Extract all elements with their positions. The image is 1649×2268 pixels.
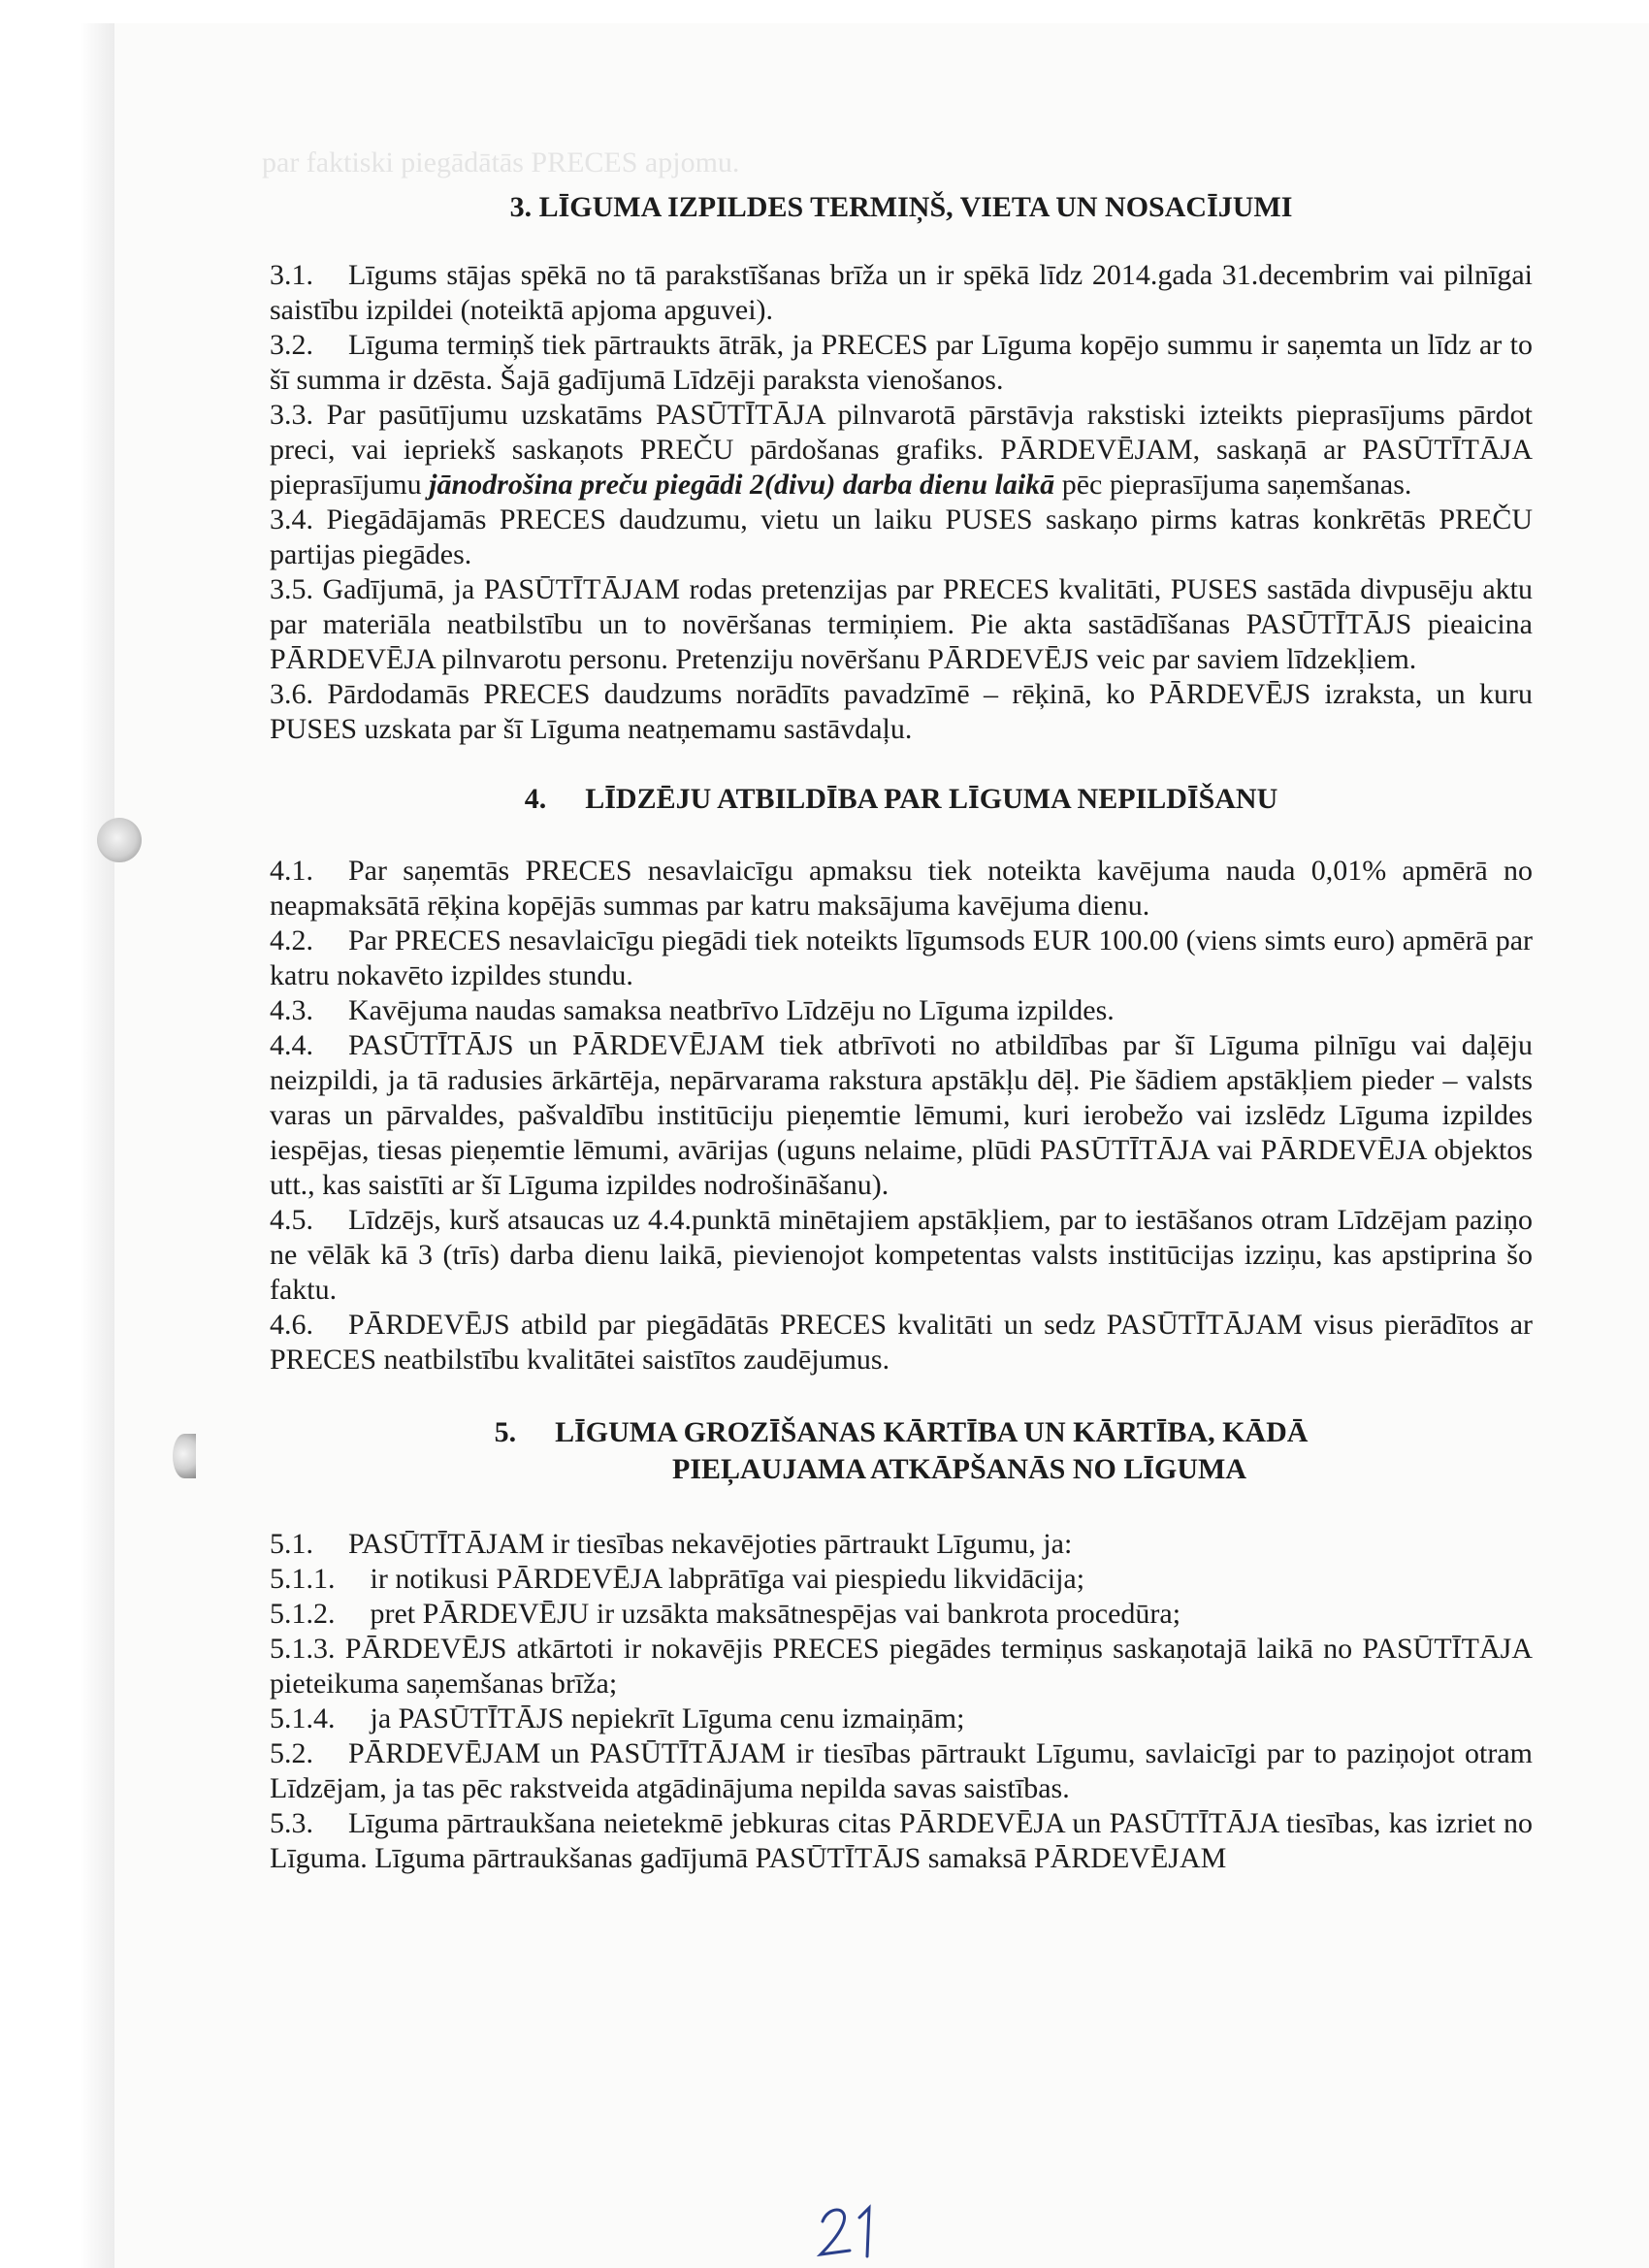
- scan-top-margin: [0, 0, 1649, 23]
- section-title: LĪDZĒJU ATBILDĪBA PAR LĪGUMA NEPILDĪŠANU: [585, 783, 1278, 815]
- clause-number: 4.4.: [270, 1029, 313, 1061]
- clause-number: 5.1.: [270, 1528, 313, 1560]
- clause-number: 5.1.2.: [270, 1598, 336, 1630]
- clause-number: 3.4.: [270, 503, 313, 535]
- clause-text: PASŪTĪTĀJAM ir tiesības nekavējoties pārtraukt Līgumu, ja:: [348, 1528, 1073, 1560]
- clause-text: pret PĀRDEVĒJU ir uzsākta maksātnespējas vai bankrota procedūra;: [370, 1598, 1181, 1630]
- section-number: 4.: [524, 783, 547, 815]
- clause-5-1: [270, 1527, 1533, 1562]
- clause-5-1-4: [270, 1701, 1533, 1736]
- clause-text: PĀRDEVĒJS atkārtoti ir nokavējis PRECES piegādes termiņus saskaņotajā laikā no PASŪTĪTĀJA pieteikuma saņemšanas brīža;: [270, 1633, 1533, 1700]
- section-3-heading: 3. LĪGUMA IZPILDES TERMIŅŠ, VIETA UN NOSACĪJUMI: [509, 191, 1293, 223]
- clause-5-2: [270, 1736, 1533, 1806]
- clause-text: Par pasūtījumu uzskatāms PASŪTĪTĀJA pilnvarotā pārstāvja rakstiski izteikts pieprasījums pārdot preci, vai iepriekš saskaņots PREČU pārdošanas grafiks. PĀRDEVĒJAM, saskaņā ar PASŪTĪTĀJA pieprasījumu: [270, 399, 1534, 501]
- clause-number: 4.1.: [270, 855, 313, 887]
- clause-text: Gadījumā, ja PASŪTĪTĀJAM rodas pretenzijas par PRECES kvalitāti, PUSES sastāda divpusēju aktu par materiāla neatbilstību un to novēršanas termiņiem. Pie akta sastādīšanas PASŪTĪTĀJS pieaicina PĀRDEVĒJA pilnvarotu personu. Pretenziju novēršanu PĀRDEVĒJS veic par saviem līdzekļiem.: [270, 573, 1534, 675]
- clause-number: 4.5.: [270, 1204, 313, 1236]
- clause-text: Līgums stājas spēkā no tā parakstīšanas brīža un ir spēkā līdz 2014.gada 31.decembrim vai pilnīgai saistību izpildei (noteiktā apjoma apguvei).: [270, 259, 1533, 326]
- clause-4-3: [270, 993, 1533, 1028]
- clause-text: Kavējuma naudas samaksa neatbrīvo Līdzēju no Līguma izpildes.: [348, 994, 1115, 1026]
- clause-5-1-1: [270, 1562, 1533, 1597]
- clause-5-1-3: [270, 1632, 1533, 1701]
- punch-hole-icon: [173, 1434, 196, 1478]
- clause-4-5: [270, 1203, 1533, 1308]
- section-number: 5.: [494, 1416, 517, 1448]
- clause-text: Par saņemtās PRECES nesavlaicīgu apmaksu tiek noteikta kavējuma nauda 0,01% apmērā no neapmaksātā rēķina kopējās summas par katru maksājuma kavējuma dienu.: [270, 855, 1533, 922]
- clause-text: ir notikusi PĀRDEVĒJA labprātīga vai piespiedu likvidācija;: [370, 1563, 1085, 1595]
- clause-text: Pārdodamās PRECES daudzums norādīts pavadzīmē – rēķinā, ko PĀRDEVĒJS izraksta, un kuru PUSES uzskata par šī Līguma neatņemamu sastāvdaļu.: [270, 678, 1534, 745]
- clause-number: 3.5.: [270, 573, 313, 605]
- clause-text: Piegādājamās PRECES daudzumu, vietu un laiku PUSES saskaņo pirms katras konkrētās PREČU partijas piegādes.: [270, 503, 1534, 570]
- scan-edge-shadow: [0, 0, 114, 2268]
- handwritten-page-number: [815, 2192, 892, 2260]
- clause-5-1-2: [270, 1597, 1533, 1632]
- document-body: [270, 190, 1533, 1876]
- clause-text: ja PASŪTĪTĀJS nepiekrīt Līguma cenu izmaiņām;: [370, 1702, 965, 1734]
- clause-number: 5.1.4.: [270, 1702, 336, 1734]
- clause-number: 4.2.: [270, 924, 313, 956]
- clause-3-6: [270, 677, 1533, 747]
- section-5-heading: [270, 1414, 1533, 1488]
- clause-3-3: [270, 398, 1533, 502]
- section-title-line-2: PIEĻAUJAMA ATKĀPŠANĀS NO LĪGUMA: [672, 1453, 1246, 1485]
- clause-number: 3.1.: [270, 259, 313, 291]
- section-4-items: [270, 854, 1533, 1377]
- clause-number: 4.6.: [270, 1309, 313, 1341]
- clause-5-3: [270, 1806, 1533, 1876]
- clause-3-5: [270, 572, 1533, 677]
- clause-number: 3.2.: [270, 329, 313, 361]
- clause-4-6: [270, 1308, 1533, 1377]
- clause-number: 5.1.3.: [270, 1633, 336, 1665]
- clause-text: Līdzējs, kurš atsaucas uz 4.4.punktā minētajiem apstākļiem, par to iestāšanos otram Līdzējam paziņo ne vēlāk kā 3 (trīs) darba dienu laikā, pievienojot kompetentas valsts institūcijas izziņu, kas apstiprina šo faktu.: [270, 1204, 1533, 1306]
- clause-4-2: [270, 923, 1533, 993]
- clause-text: Par PRECES nesavlaicīgu piegādi tiek noteikts līgumsods EUR 100.00 (viens simts euro) apmērā par katru nokavēto izpildes stundu.: [270, 924, 1533, 991]
- clause-text: PASŪTĪTĀJS un PĀRDEVĒJAM tiek atbrīvoti no atbildības par šī Līguma pilnīgu vai daļēju neizpildi, ja tā radusies ārkārtēja, nepārvarama rakstura apstākļu dēļ. Pie šādiem apstākļiem pieder – valsts varas un pārvaldes, pašvaldību institūciju pieņemtie lēmumi, kuri ierobežo vai izslēdz Līguma izpildes iespējas, tiesas pieņemtie lēmumi, avārijas (uguns nelaime, plūdi PASŪTĪTĀJA vai PĀRDEVĒJA objektos utt., kas saistīti ar šī Līguma izpildes nodrošināšanu).: [270, 1029, 1533, 1201]
- clause-3-2: [270, 328, 1533, 398]
- section-title-line-1: LĪGUMA GROZĪŠANAS KĀRTĪBA UN KĀRTĪBA, KĀDĀ: [555, 1416, 1309, 1448]
- clause-3-1: [270, 258, 1533, 328]
- clause-text: PĀRDEVĒJS atbild par piegādātās PRECES kvalitāti un sedz PASŪTĪTĀJAM visus pierādītos ar PRECES neatbilstību kvalitātei saistītos zaudējumus.: [270, 1309, 1533, 1376]
- clause-4-1: [270, 854, 1533, 923]
- clause-number: 5.2.: [270, 1737, 313, 1769]
- clause-text: Līguma termiņš tiek pārtraukts ātrāk, ja PRECES par Līguma kopējo summu ir saņemta un līdz ar to šī summa ir dzēsta. Šajā gadījumā Līdzēji paraksta vienošanos.: [270, 329, 1533, 396]
- clause-number: 5.1.1.: [270, 1563, 336, 1595]
- clause-number: 3.6.: [270, 678, 313, 710]
- section-4-heading: [270, 782, 1533, 817]
- punch-hole-icon: [97, 818, 142, 862]
- clause-number: 5.3.: [270, 1807, 313, 1839]
- section-5-items: [270, 1527, 1533, 1876]
- clause-text-cont: pēc pieprasījuma saņemšanas.: [1061, 469, 1412, 501]
- bleed-through-text: par faktiski piegādātās PRECES apjomu.: [262, 146, 740, 178]
- clause-3-4: [270, 502, 1533, 572]
- clause-number: 4.3.: [270, 994, 313, 1026]
- clause-emphasis: jānodrošina preču piegādi 2(divu) darba dienu laikā: [429, 469, 1055, 501]
- clause-4-4: [270, 1028, 1533, 1203]
- clause-text: Līguma pārtraukšana neietekmē jebkuras citas PĀRDEVĒJA un PASŪTĪTĀJA tiesības, kas izriet no Līguma. Līguma pārtraukšanas gadījumā PASŪTĪTĀJS samaksā PĀRDEVĒJAM: [270, 1807, 1533, 1874]
- section-3-items: [270, 258, 1533, 747]
- clause-text: PĀRDEVĒJAM un PASŪTĪTĀJAM ir tiesības pārtraukt Līgumu, savlaicīgi par to paziņojot otram Līdzējam, ja tas pēc rakstveida atgādinājuma nepilda savas saistības.: [270, 1737, 1533, 1804]
- clause-number: 3.3.: [270, 399, 313, 431]
